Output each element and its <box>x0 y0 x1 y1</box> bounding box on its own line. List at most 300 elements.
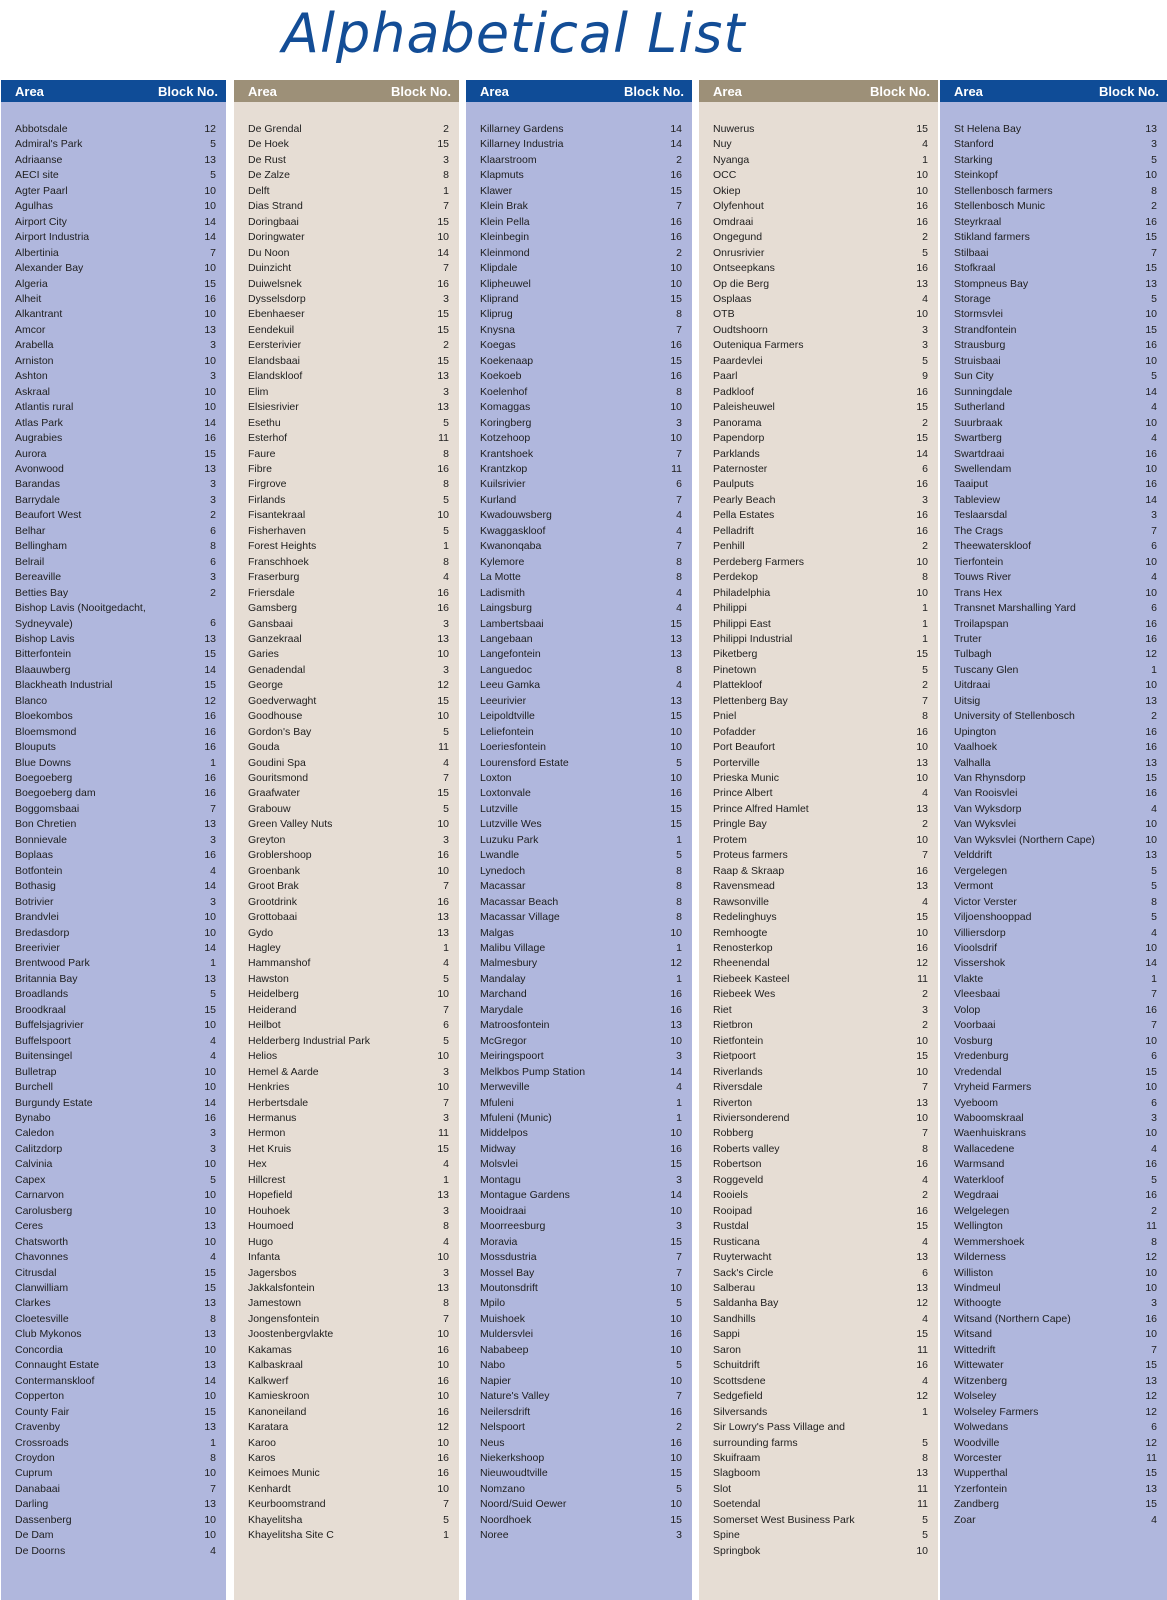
list-item <box>15 1188 216 1203</box>
block-number: 10 <box>916 833 928 846</box>
block-number: 4 <box>1151 1142 1157 1155</box>
list-item <box>15 555 216 570</box>
area-name: Worcester <box>954 1451 1002 1464</box>
list-item <box>954 1003 1157 1018</box>
area-column-1 <box>1 80 226 1600</box>
block-number: 16 <box>916 478 928 491</box>
area-name: Stikland farmers <box>954 231 1030 244</box>
block-number: 16 <box>916 524 928 537</box>
list-item <box>15 230 216 245</box>
area-list <box>15 122 216 1559</box>
list-item <box>713 1327 928 1342</box>
list-item <box>480 725 682 740</box>
list-item <box>248 1281 449 1296</box>
area-name: Niekerkshoop <box>480 1451 545 1464</box>
list-item <box>480 632 682 647</box>
block-number: 16 <box>1145 478 1157 491</box>
area-name: Fraserburg <box>248 571 300 584</box>
area-name: Mossel Bay <box>480 1266 535 1279</box>
block-number: 3 <box>443 833 449 846</box>
block-number: 4 <box>210 1544 216 1557</box>
block-number: 1 <box>443 1173 449 1186</box>
area-name: Carnarvon <box>15 1189 65 1202</box>
block-number: 10 <box>1145 354 1157 367</box>
area-name: Boegoeberg <box>15 772 73 785</box>
block-number: 6 <box>676 478 682 491</box>
list-item <box>15 1544 216 1559</box>
block-number: 2 <box>922 540 928 553</box>
area-name: Jongensfontein <box>248 1312 320 1325</box>
area-name: Uitdraai <box>954 679 991 692</box>
block-number: 5 <box>1151 153 1157 166</box>
block-number: 7 <box>443 880 449 893</box>
area-name: Pelladrift <box>713 524 754 537</box>
block-number: 4 <box>1151 432 1157 445</box>
area-name: Heidelberg <box>248 988 299 1001</box>
list-item <box>954 1235 1157 1250</box>
area-name: Mossdustria <box>480 1251 537 1264</box>
block-number: 10 <box>1145 818 1157 831</box>
list-item <box>248 153 449 168</box>
area-name: De Zalze <box>248 169 291 182</box>
list-item <box>15 848 216 863</box>
list-item <box>480 1436 682 1451</box>
list-item <box>248 261 449 276</box>
block-number: 11 <box>438 741 449 754</box>
area-name: Kanoneiland <box>248 1405 307 1418</box>
block-number: 4 <box>922 1374 928 1387</box>
list-item <box>713 1080 928 1095</box>
list-item <box>954 1374 1157 1389</box>
area-name: Faure <box>248 447 276 460</box>
area-name: Ravensmead <box>713 880 775 893</box>
block-number: 8 <box>676 555 682 568</box>
block-number: 10 <box>670 1343 682 1356</box>
area-name: Stellenbosch farmers <box>954 184 1053 197</box>
area-name: Clarkes <box>15 1297 51 1310</box>
block-number: 7 <box>1151 524 1157 537</box>
area-name: Buitensingel <box>15 1050 73 1063</box>
area-name: Riverton <box>713 1096 753 1109</box>
list-item <box>248 493 449 508</box>
list-item <box>954 570 1157 585</box>
block-number: 1 <box>443 1529 449 1542</box>
area-name: Hammanshof <box>248 957 311 970</box>
block-number: 2 <box>922 416 928 429</box>
list-item <box>954 199 1157 214</box>
list-item <box>15 1466 216 1481</box>
block-number: 13 <box>204 1220 216 1233</box>
block-number: 13 <box>204 1297 216 1310</box>
list-item <box>248 694 449 709</box>
block-number: 8 <box>443 447 449 460</box>
list-item <box>713 1420 928 1451</box>
area-name: Vredenburg <box>954 1050 1009 1063</box>
block-number: 8 <box>922 571 928 584</box>
area-name: Bynabo <box>15 1112 51 1124</box>
area-name: Ontseepkans <box>713 262 775 275</box>
column-header <box>699 80 938 102</box>
area-name: Copperton <box>15 1390 65 1403</box>
block-number: 11 <box>917 1343 928 1356</box>
block-number: 2 <box>1151 710 1157 723</box>
list-item <box>954 786 1157 801</box>
block-number: 8 <box>210 1451 216 1464</box>
list-item <box>15 539 216 554</box>
block-number: 15 <box>916 401 928 414</box>
area-name: Van Wyksvlei <box>954 818 1017 831</box>
area-name: Alexander Bay <box>15 262 84 275</box>
list-item <box>713 122 928 137</box>
area-name: Heiderand <box>248 1003 297 1016</box>
block-number: 8 <box>1151 895 1157 908</box>
area-name: Riversdale <box>713 1081 763 1094</box>
list-item <box>15 153 216 168</box>
list-item <box>480 431 682 446</box>
block-number: 5 <box>443 416 449 429</box>
list-item <box>954 601 1157 616</box>
list-item <box>15 385 216 400</box>
area-name: Waenhuiskrans <box>954 1127 1026 1140</box>
block-number: 10 <box>204 385 216 398</box>
list-item <box>954 1111 1157 1126</box>
list-item <box>713 323 928 338</box>
list-item <box>15 1018 216 1033</box>
area-name: Neus <box>480 1436 505 1449</box>
block-number: 3 <box>1151 1297 1157 1310</box>
list-item <box>480 647 682 662</box>
list-item <box>954 817 1157 832</box>
list-item <box>15 1250 216 1265</box>
list-item <box>954 740 1157 755</box>
list-item <box>480 447 682 462</box>
list-item <box>713 725 928 740</box>
block-number: 6 <box>210 617 216 630</box>
block-number: 7 <box>1151 1019 1157 1032</box>
area-name: Belrail <box>15 555 45 568</box>
list-item <box>15 1235 216 1250</box>
block-number: 12 <box>1145 1405 1157 1418</box>
block-number: 14 <box>204 1374 216 1387</box>
area-name: Adriaanse <box>15 153 63 166</box>
area-name: Gouritsmond <box>248 772 309 785</box>
list-item <box>713 153 928 168</box>
block-number: 8 <box>676 864 682 877</box>
area-name: Vlakte <box>954 972 984 985</box>
area-name: Riebeek Wes <box>713 988 776 1001</box>
list-item <box>248 926 449 941</box>
list-item <box>248 1327 449 1342</box>
area-name: Lambertsbaai <box>480 617 544 630</box>
list-item <box>954 385 1157 400</box>
list-item <box>15 601 216 632</box>
block-number: 16 <box>204 772 216 785</box>
area-name: Botfontein <box>15 864 63 877</box>
list-item <box>713 168 928 183</box>
block-number: 3 <box>443 617 449 630</box>
list-item <box>954 416 1157 431</box>
block-number: 14 <box>204 663 216 676</box>
area-name: Rusticana <box>713 1235 760 1248</box>
block-number: 14 <box>437 246 449 259</box>
block-number: 14 <box>204 231 216 244</box>
block-number: 13 <box>916 1096 928 1109</box>
list-item <box>954 1451 1157 1466</box>
block-number: 10 <box>1145 1328 1157 1341</box>
block-number: 3 <box>443 663 449 676</box>
list-item <box>954 447 1157 462</box>
block-number: 10 <box>670 1312 682 1325</box>
list-item <box>15 431 216 446</box>
list-item <box>15 833 216 848</box>
list-item <box>713 694 928 709</box>
area-name: Dassenberg <box>15 1513 72 1526</box>
block-number: 13 <box>204 1328 216 1341</box>
list-item <box>713 1451 928 1466</box>
list-item <box>15 1389 216 1404</box>
area-name: Slagboom <box>713 1467 761 1480</box>
list-item <box>248 678 449 693</box>
area-name: Koekenaap <box>480 354 534 367</box>
block-number: 5 <box>676 756 682 769</box>
block-number: 4 <box>1151 926 1157 939</box>
area-name: Kwaggaskloof <box>480 524 546 537</box>
area-name: Muishoek <box>480 1312 525 1325</box>
block-number: 3 <box>1151 1112 1157 1124</box>
list-item <box>713 1204 928 1219</box>
list-item <box>713 1003 928 1018</box>
list-item <box>713 184 928 199</box>
block-number: 13 <box>916 1467 928 1480</box>
area-name: Ladismith <box>480 586 525 599</box>
area-name: Graafwater <box>248 787 300 800</box>
list-item <box>713 771 928 786</box>
area-name: Broadlands <box>15 988 69 1001</box>
list-item <box>954 848 1157 863</box>
area-name: Starking <box>954 153 993 166</box>
block-number: 15 <box>670 710 682 723</box>
block-number: 16 <box>437 277 449 290</box>
area-name: Woodville <box>954 1436 1000 1449</box>
area-name: Kotzehoop <box>480 432 531 445</box>
area-name: Eersterivier <box>248 339 302 352</box>
area-name: Jamestown <box>248 1297 302 1310</box>
block-number: 10 <box>670 772 682 785</box>
area-name: Karatara <box>248 1421 289 1434</box>
block-number: 2 <box>676 246 682 259</box>
area-name: Napier <box>480 1374 511 1387</box>
block-number: 1 <box>443 184 449 197</box>
block-number: 3 <box>1151 138 1157 151</box>
area-name: Rietpoort <box>713 1050 756 1063</box>
area-name: De Rust <box>248 153 286 166</box>
list-item <box>954 1157 1157 1172</box>
block-number: 1 <box>922 617 928 630</box>
block-number: 15 <box>916 911 928 924</box>
area-name: Arabella <box>15 339 54 352</box>
list-item <box>15 1482 216 1497</box>
area-name: Langebaan <box>480 632 533 645</box>
block-number: 13 <box>1145 123 1157 135</box>
block-number: 16 <box>916 725 928 738</box>
list-item <box>480 663 682 678</box>
list-item <box>15 277 216 292</box>
block-number: 3 <box>210 1142 216 1155</box>
list-item <box>713 354 928 369</box>
block-number: 13 <box>437 401 449 414</box>
area-name: Warmsand <box>954 1158 1005 1171</box>
list-item <box>954 215 1157 230</box>
block-number: 16 <box>204 432 216 445</box>
area-name: Kurland <box>480 493 517 506</box>
area-name: Plettenberg Bay <box>713 694 788 707</box>
area-name: Wittewater <box>954 1359 1004 1372</box>
area-name: Firgrove <box>248 478 287 491</box>
list-item <box>713 246 928 261</box>
block-number: 10 <box>916 555 928 568</box>
area-name: Schuitdrift <box>713 1359 760 1372</box>
area-name: Wittedrift <box>954 1343 996 1356</box>
block-number: 6 <box>210 524 216 537</box>
list-item <box>480 756 682 771</box>
block-number: 2 <box>922 1189 928 1202</box>
list-item <box>15 354 216 369</box>
block-number: 16 <box>437 1451 449 1464</box>
block-number: 7 <box>922 849 928 862</box>
list-item <box>954 1436 1157 1451</box>
area-name: Green Valley Nuts <box>248 818 333 831</box>
block-number: 11 <box>438 1127 449 1140</box>
block-number: 10 <box>1145 1081 1157 1094</box>
area-name: Piketberg <box>713 648 758 661</box>
area-name: Prince Alfred Hamlet <box>713 802 809 815</box>
area-name: Volop <box>954 1003 981 1016</box>
block-number: 13 <box>916 1281 928 1294</box>
block-number: 4 <box>922 895 928 908</box>
list-item <box>248 199 449 214</box>
list-item <box>713 586 928 601</box>
list-item <box>248 400 449 415</box>
area-name: Houmoed <box>248 1220 294 1233</box>
list-item <box>954 338 1157 353</box>
area-name: Bloekombos <box>15 710 73 723</box>
list-item <box>480 246 682 261</box>
area-name: Montague Gardens <box>480 1189 570 1202</box>
block-number: 8 <box>1151 1235 1157 1248</box>
list-item <box>713 1142 928 1157</box>
area-name: Riet <box>713 1003 732 1016</box>
area-name: Bishop Lavis (Nooitgedacht, Sydneyvale) <box>15 602 146 630</box>
area-name: Elim <box>248 385 269 398</box>
area-name: Doringwater <box>248 231 305 244</box>
area-name: Olyfenhout <box>713 200 764 213</box>
area-name: Klein Pella <box>480 215 530 228</box>
block-number: 8 <box>676 663 682 676</box>
list-item <box>15 663 216 678</box>
area-name: Touws River <box>954 571 1012 584</box>
area-name: Delft <box>248 184 270 197</box>
area-name: Koegas <box>480 339 516 352</box>
area-name: Du Noon <box>248 246 290 259</box>
block-number: 7 <box>1151 988 1157 1001</box>
block-number: 8 <box>676 385 682 398</box>
block-number: 14 <box>204 1096 216 1109</box>
block-number: 3 <box>443 153 449 166</box>
list-item <box>480 1281 682 1296</box>
block-number: 15 <box>204 1003 216 1016</box>
block-number: 5 <box>443 802 449 815</box>
block-number: 12 <box>916 1390 928 1403</box>
column-header <box>940 80 1167 102</box>
area-name: Velddrift <box>954 849 992 862</box>
block-number: 7 <box>443 200 449 213</box>
list-item <box>954 462 1157 477</box>
area-name: Bitterfontein <box>15 648 72 661</box>
block-number: 5 <box>676 1297 682 1310</box>
block-number: 8 <box>922 1142 928 1155</box>
area-name: Jakkalsfontein <box>248 1281 315 1294</box>
area-name: Prince Albert <box>713 787 773 800</box>
list-item <box>480 230 682 245</box>
area-name: Merweville <box>480 1081 530 1094</box>
block-number: 13 <box>670 632 682 645</box>
list-item <box>15 817 216 832</box>
list-item <box>713 137 928 152</box>
list-item <box>15 215 216 230</box>
list-item <box>954 725 1157 740</box>
list-item <box>713 1528 928 1543</box>
area-name: Citrusdal <box>15 1266 57 1279</box>
block-number: 11 <box>438 432 449 445</box>
list-item <box>954 802 1157 817</box>
list-item <box>248 462 449 477</box>
block-number: 13 <box>437 370 449 383</box>
list-item <box>15 1497 216 1512</box>
area-name: Malibu Village <box>480 942 546 955</box>
list-item <box>713 1173 928 1188</box>
area-name: Kenhardt <box>248 1482 291 1495</box>
list-item <box>954 539 1157 554</box>
block-number: 16 <box>670 215 682 228</box>
block-number: 13 <box>204 1498 216 1511</box>
area-name: Karoo <box>248 1436 277 1449</box>
area-name: Macassar Village <box>480 911 560 924</box>
area-name: Vissershok <box>954 957 1006 970</box>
list-item <box>713 1343 928 1358</box>
area-name: Hillcrest <box>248 1173 286 1186</box>
list-item <box>480 369 682 384</box>
area-name: Philippi <box>713 602 747 615</box>
area-name: Rietfontein <box>713 1034 764 1047</box>
block-number: 10 <box>916 184 928 197</box>
area-name: Teslaarsdal <box>954 509 1008 522</box>
list-item <box>15 632 216 647</box>
list-item <box>713 1374 928 1389</box>
area-name: Somerset West Business Park <box>713 1513 855 1526</box>
block-number: 10 <box>204 1158 216 1171</box>
block-number: 10 <box>204 262 216 275</box>
area-name: Truter <box>954 632 982 645</box>
block-number: 8 <box>443 555 449 568</box>
block-number: 4 <box>443 1235 449 1248</box>
block-number: 4 <box>210 864 216 877</box>
list-item <box>480 1188 682 1203</box>
block-number: 6 <box>1151 602 1157 615</box>
area-name: Osplaas <box>713 292 752 305</box>
list-item <box>480 168 682 183</box>
area-name: Proteus farmers <box>713 849 788 862</box>
list-item <box>15 802 216 817</box>
